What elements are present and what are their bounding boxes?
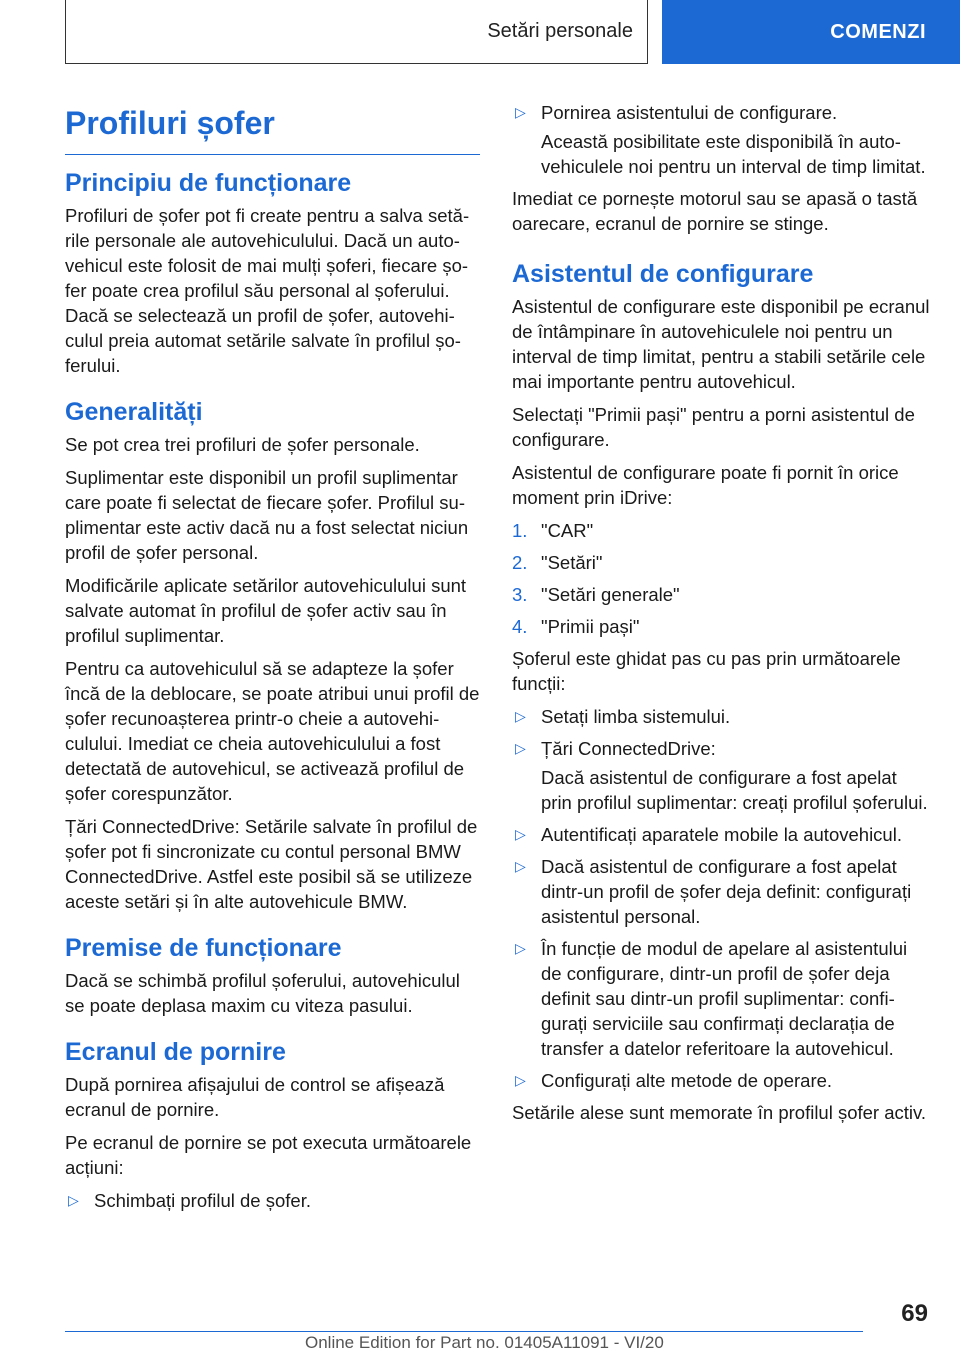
list-item-text: Autentificați aparatele mobile la autovehicul. xyxy=(541,824,902,845)
paragraph: Suplimentar este disponibil un profil suplimentar care poate fi selectat de fiecare șofer. Profilul suplimentar este activ dacă nu a fost selectat niciun profil de șofer personal. xyxy=(65,467,469,563)
list-item xyxy=(512,614,930,639)
list-item xyxy=(512,518,930,543)
list-item xyxy=(512,736,930,815)
triangle-bullet-icon: ▷ xyxy=(515,740,526,756)
heading-asistentul: Asistentul de configurare xyxy=(512,260,814,288)
triangle-bullet-icon: ▷ xyxy=(515,1072,526,1088)
paragraph: Pentru ca autovehiculul să se adapteze la șofer încă de la deblocare, se poate atribui unui profil de șofer recunoașterea printr-o cheie a autovehiculului. Imediat ce cheia autovehiculului a fost detectată de autovehicul, se activează profilul de șofer corespunzător. xyxy=(65,658,480,804)
list-item-text: Setați limba sistemului. xyxy=(541,706,731,727)
step-text: "CAR" xyxy=(541,520,594,541)
list-item xyxy=(512,100,930,179)
step-text: "Primii pași" xyxy=(541,616,640,637)
triangle-bullet-icon: ▷ xyxy=(515,826,526,842)
heading-principiu: Principiu de funcționare xyxy=(65,169,352,197)
footer-divider xyxy=(65,1331,863,1332)
steps-list xyxy=(512,518,930,639)
list-item xyxy=(512,936,930,1061)
paragraph: Țări ConnectedDrive: Setările salvate în profilul de șofer pot fi sincronizate cu contul personal BMW ConnectedDrive. Astfel este posibil să se utilizeze aceste setări și în alte autovehicule BMW. xyxy=(65,816,478,912)
step-number: 3. xyxy=(512,584,528,605)
list-item-text: Țări ConnectedDrive: xyxy=(541,738,716,759)
page-number: 69 xyxy=(901,1300,928,1327)
list-item-text: În funcție de modul de apelare al asistentului de configurare, dintr-un profil de șofer deja definit sau dintr-un profil suplimentar: configurați serviciile sau confirmați declarația de transfer a datelor referitoare la autovehicul. xyxy=(541,938,908,1059)
heading-premise: Premise de funcționare xyxy=(65,934,342,962)
paragraph: Pe ecranul de pornire se pot executa următoarele acțiuni: xyxy=(65,1132,472,1178)
triangle-bullet-icon: ▷ xyxy=(68,1192,79,1208)
right-column xyxy=(512,100,930,1133)
list-item-text: Dacă asistentul de configurare a fost apelat dintr-un profil de șofer deja definit: configurați asistentul personal. xyxy=(541,856,912,927)
heading-generalitati: Generalități xyxy=(65,398,203,426)
list-item xyxy=(512,582,930,607)
paragraph: Șoferul este ghidat pas cu pas prin următoarele funcții: xyxy=(512,648,901,694)
list-item xyxy=(512,854,930,929)
step-number: 1. xyxy=(512,520,528,541)
paragraph: Dacă se schimbă profilul șoferului, autovehiculul se poate deplasa maxim cu viteza pasului. xyxy=(65,970,460,1016)
step-text: "Setări" xyxy=(541,552,603,573)
list-item xyxy=(65,1188,480,1213)
list-item xyxy=(512,704,930,729)
left-column xyxy=(65,100,480,1220)
step-text: "Setări generale" xyxy=(541,584,680,605)
header-tab-label: COMENZI xyxy=(830,20,926,43)
paragraph: Selectați "Primii pași" pentru a porni asistentul de configurare. xyxy=(512,404,915,450)
paragraph: Setările alese sunt memorate în profilul șofer activ. xyxy=(512,1102,927,1123)
header-section xyxy=(65,0,648,64)
heading-ecranul: Ecranul de pornire xyxy=(65,1038,286,1066)
triangle-bullet-icon: ▷ xyxy=(515,858,526,874)
list-item-text: Pornirea asistentului de configurare. xyxy=(541,102,838,123)
triangle-bullet-icon: ▷ xyxy=(515,104,526,120)
paragraph: Asistentul de configurare poate fi pornit în orice moment prin iDrive: xyxy=(512,462,899,508)
list-item xyxy=(512,1068,930,1093)
bullet-list xyxy=(65,1188,480,1213)
list-item-text: Schimbați profilul de șofer. xyxy=(94,1190,311,1211)
paragraph: După pornirea afișajului de control se afișează ecranul de pornire. xyxy=(65,1074,445,1120)
triangle-bullet-icon: ▷ xyxy=(515,940,526,956)
paragraph: Profiluri de șofer pot fi create pentru a salva setările personale ale autovehiculului. Dacă un autovehicul este folosit de mai mulți șoferi, fiecare șofer poate crea profilul său personal al șoferului. Dacă se selectează un profil de șofer, autovehiculul preia automat setările salvate în profilul șoferului. xyxy=(65,205,470,376)
header-section-title: Setări personale xyxy=(487,20,633,42)
step-number: 2. xyxy=(512,552,528,573)
list-item xyxy=(512,822,930,847)
bullet-list xyxy=(512,704,930,1093)
triangle-bullet-icon: ▷ xyxy=(515,708,526,724)
list-item-note: Dacă asistentul de configurare a fost apelat prin profilul suplimentar: creați profilul șoferului. xyxy=(541,767,928,813)
list-item-note: Această posibilitate este disponibilă în autovehiculele noi pentru un interval de timp limitat. xyxy=(541,131,926,177)
paragraph: Asistentul de configurare este disponibil pe ecranul de întâmpinare în autovehiculele noi pentru un interval de timp limitat, pentru a stabili setările cele mai importante pentru autovehicul. xyxy=(512,296,930,392)
paragraph: Imediat ce pornește motorul sau se apasă o tastă oarecare, ecranul de pornire se stinge. xyxy=(512,188,918,234)
bullet-list xyxy=(512,100,930,179)
footer-edition: Online Edition for Part no. 01405A11091 - VI/20 xyxy=(305,1333,664,1352)
step-number: 4. xyxy=(512,616,528,637)
list-item xyxy=(512,550,930,575)
header-tab[interactable] xyxy=(662,0,960,64)
page-title: Profiluri șofer xyxy=(65,103,480,155)
paragraph: Se pot crea trei profiluri de șofer personale. xyxy=(65,434,420,455)
paragraph: Modificările aplicate setărilor autovehiculului sunt salvate automat în profilul de șofer activ sau în profilul suplimentar. xyxy=(65,575,467,646)
list-item-text: Configurați alte metode de operare. xyxy=(541,1070,833,1091)
